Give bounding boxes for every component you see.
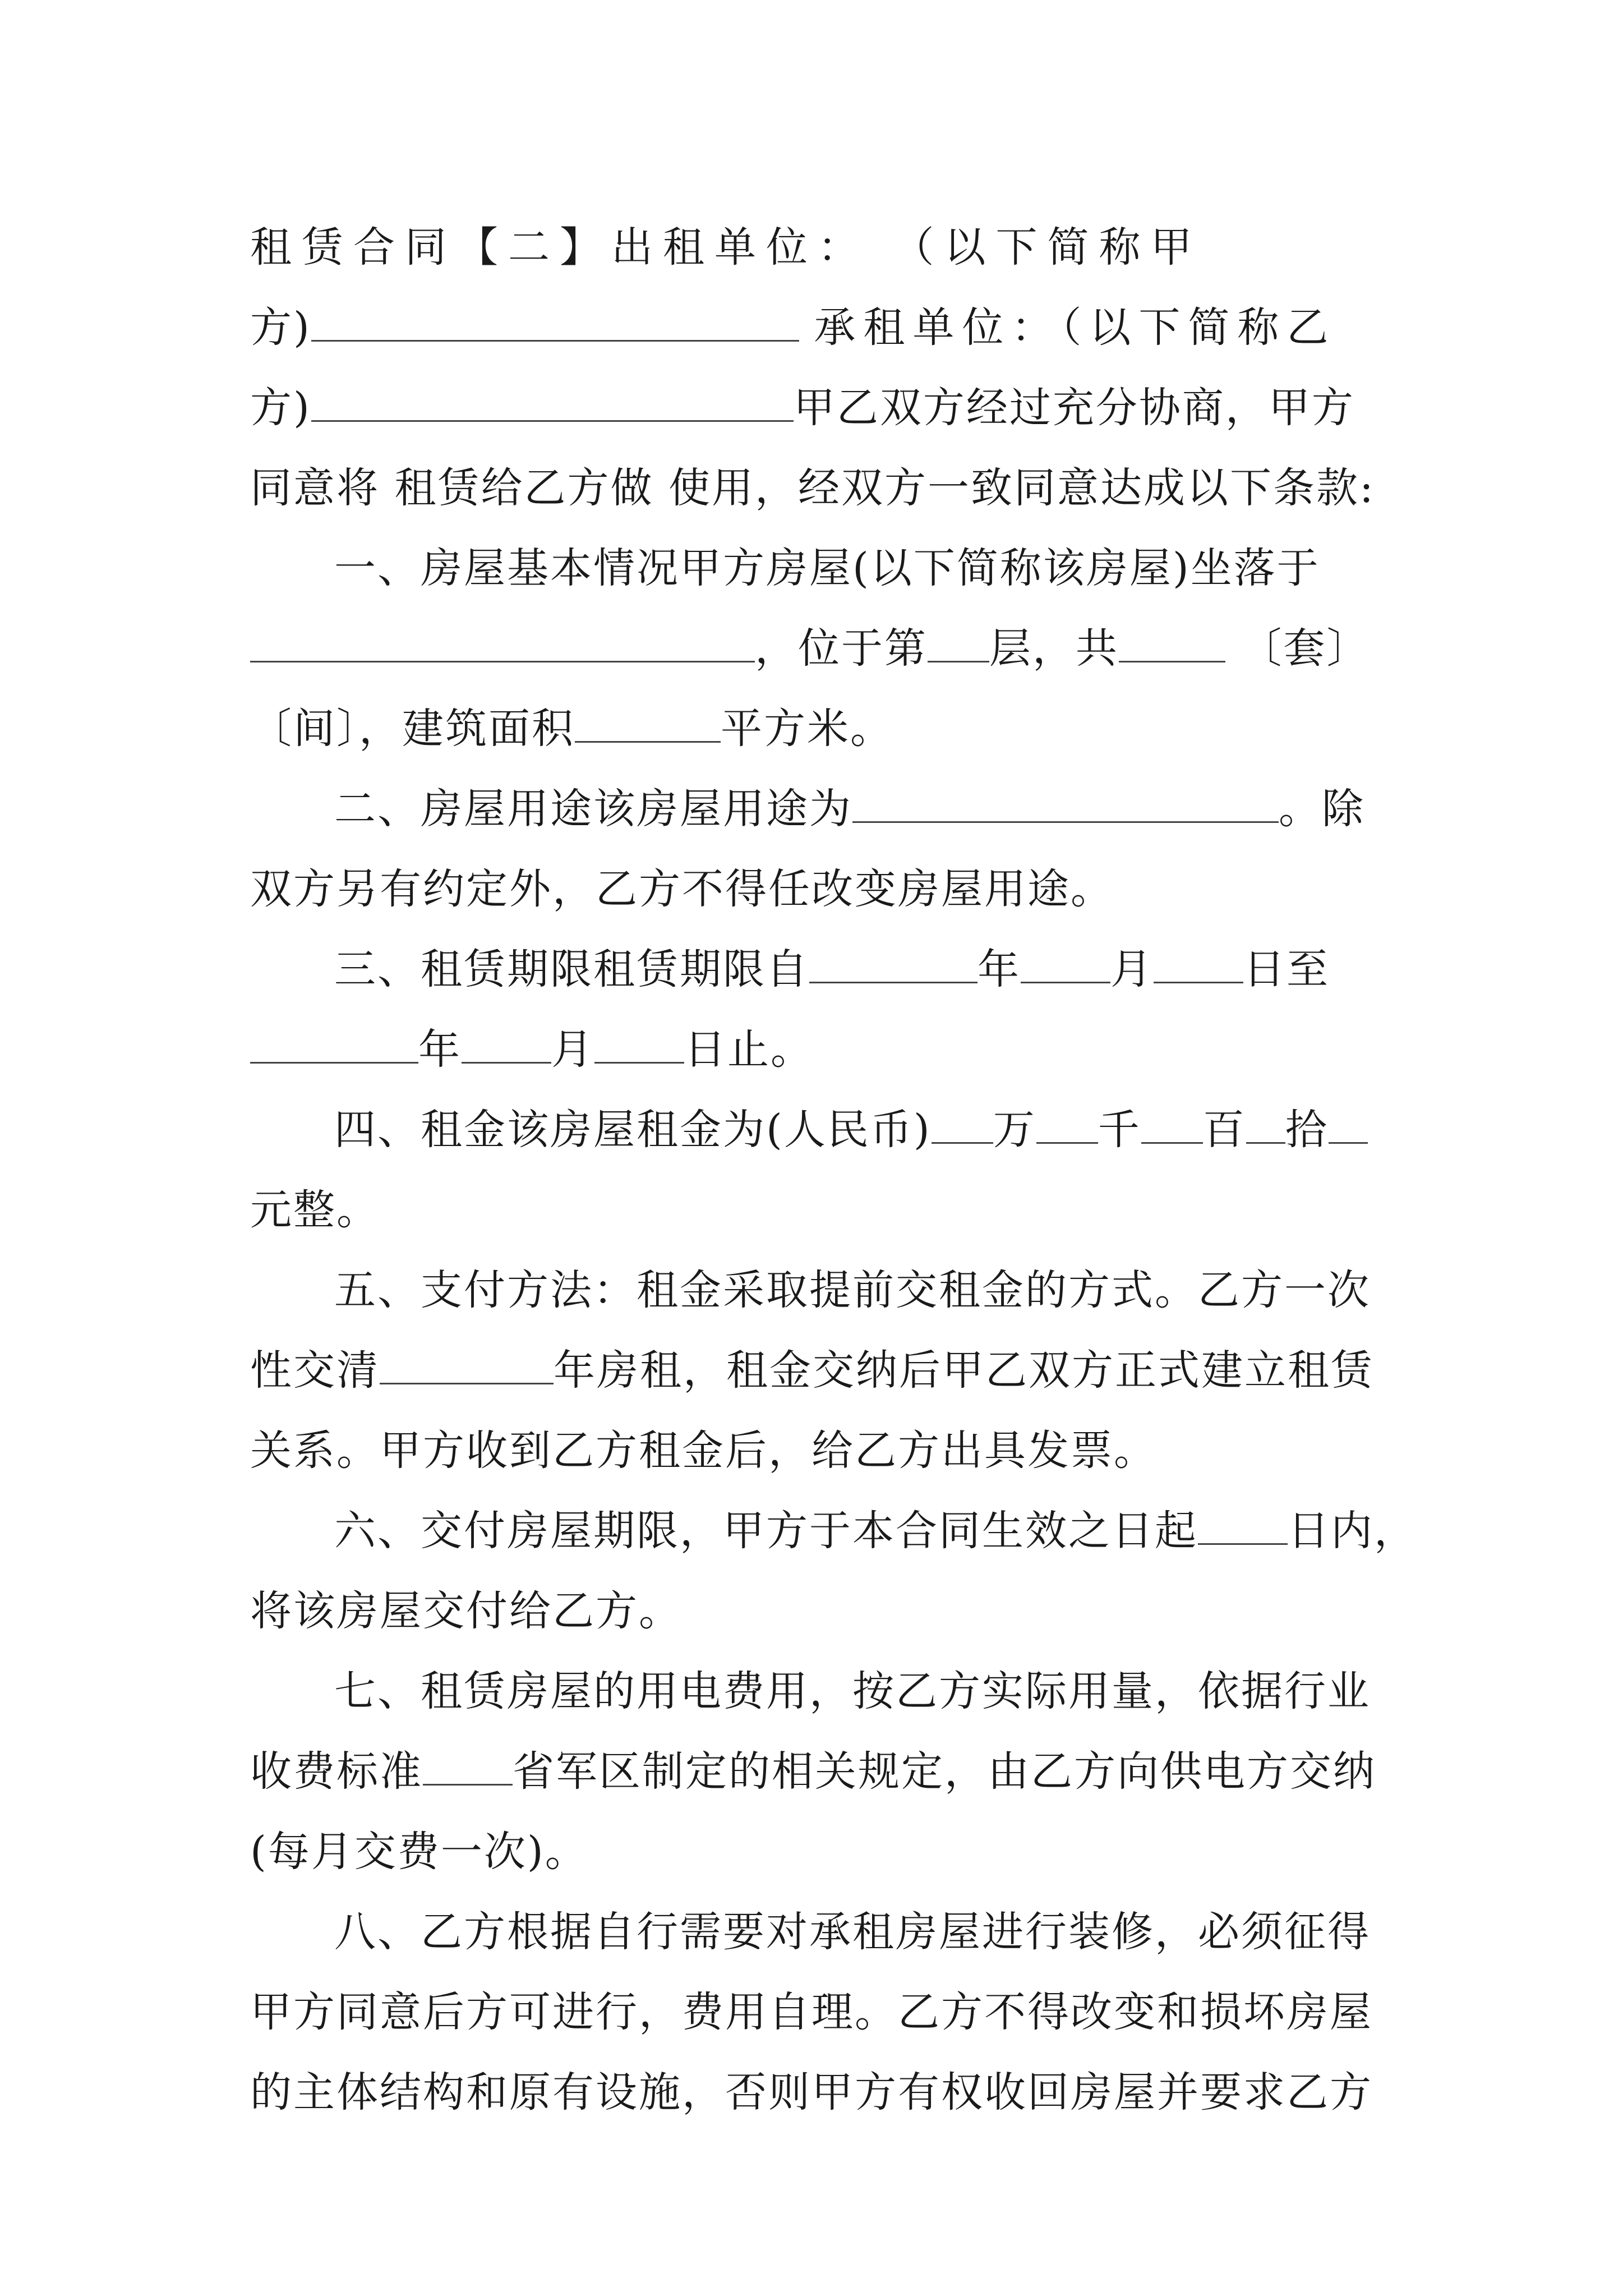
- clause-8-line-2: 甲方同意后方可进行，费用自理。乙方不得改变和损坏房屋: [250, 1988, 1373, 2036]
- rent-shi-blank[interactable]: [1246, 1103, 1285, 1144]
- end-month-blank[interactable]: [462, 1023, 551, 1064]
- end-day-blank[interactable]: [594, 1023, 684, 1064]
- area-blank[interactable]: [575, 702, 721, 743]
- rent-qian-blank[interactable]: [1036, 1103, 1098, 1144]
- rent-yuan-blank[interactable]: [1329, 1103, 1368, 1144]
- clause-6-line-1: 六、交付房屋期限，甲方于本合同生效之日起 日内，: [250, 1491, 1389, 1571]
- clause-4-line-2: 元整。: [250, 1186, 380, 1234]
- lessor-blank[interactable]: [311, 301, 799, 342]
- clause-8-line-3: 的主体结构和原有设施，否则甲方有权收回房屋并要求乙方: [250, 2068, 1373, 2116]
- clause-3-line-2: 年 月 日止。: [250, 1010, 1389, 1090]
- end-year-blank[interactable]: [250, 1023, 418, 1064]
- clause-1-line-1: 一、房屋基本情况甲方房屋(以下简称该房屋)坐落于: [334, 544, 1320, 592]
- start-day-blank[interactable]: [1154, 942, 1243, 983]
- clause-7-line-3: (每月交费一次)。: [250, 1828, 588, 1876]
- prepaid-years-blank[interactable]: [380, 1343, 554, 1384]
- clause-7-line-2: 收费标准 省军区制定的相关规定，由乙方向供电方交纳: [250, 1732, 1389, 1812]
- lessee-line: 方) 甲乙双方经过充分协商，甲方: [250, 368, 1389, 448]
- agreement-line: 同意将 租赁给乙方做 使用，经双方一致同意达成以下条款:: [250, 464, 1375, 512]
- lessor-line: 方) 承租单位：（以下简称乙: [250, 288, 1389, 368]
- address-blank[interactable]: [250, 622, 755, 662]
- clause-7-line-1: 七、租赁房屋的用电费用，按乙方实际用量，依据行业: [334, 1667, 1371, 1715]
- rent-wan-blank[interactable]: [932, 1103, 993, 1144]
- delivery-days-blank[interactable]: [1198, 1504, 1288, 1545]
- lessee-blank[interactable]: [311, 381, 794, 422]
- fee-standard-blank[interactable]: [423, 1745, 513, 1786]
- clause-6-line-2: 将该房屋交付给乙方。: [250, 1587, 682, 1635]
- start-year-blank[interactable]: [809, 942, 978, 983]
- clause-5-line-1: 五、支付方法：租金采取提前交租金的方式。乙方一次: [334, 1266, 1371, 1314]
- clause-5-line-3: 关系。甲方收到乙方租金后，给乙方出具发票。: [250, 1427, 1157, 1475]
- start-month-blank[interactable]: [1021, 942, 1110, 983]
- contract-title: 租赁合同【二】出租单位： （以下简称甲: [250, 223, 1202, 272]
- clause-8-line-1: 八、乙方根据自行需要对承租房屋进行装修，必须征得: [334, 1908, 1371, 1956]
- contract-page: [250, 208, 1417, 2133]
- clause-1-line-2: ，位于第 层，共 〔套〕: [250, 609, 1389, 689]
- usage-blank[interactable]: [852, 782, 1279, 823]
- clause-1-line-3: 〔间〕，建筑面积 平方米。: [250, 689, 1389, 769]
- units-blank[interactable]: [1119, 622, 1225, 662]
- clause-4-line-1: 四、租金该房屋租金为(人民币) 万 千 百 拾: [250, 1090, 1389, 1170]
- clause-3-line-1: 三、租赁期限租赁期限自 年 月 日至: [250, 930, 1389, 1010]
- clause-2-line-1: 二、房屋用途该房屋用途为 。除: [250, 769, 1389, 849]
- floor-blank[interactable]: [928, 622, 989, 662]
- rent-bai-blank[interactable]: [1141, 1103, 1203, 1144]
- clause-2-line-2: 双方另有约定外，乙方不得任改变房屋用途。: [250, 865, 1114, 913]
- clause-5-line-2: 性交清 年房租，租金交纳后甲乙双方正式建立租赁: [250, 1331, 1389, 1411]
- contract-title-line: [250, 208, 1389, 288]
